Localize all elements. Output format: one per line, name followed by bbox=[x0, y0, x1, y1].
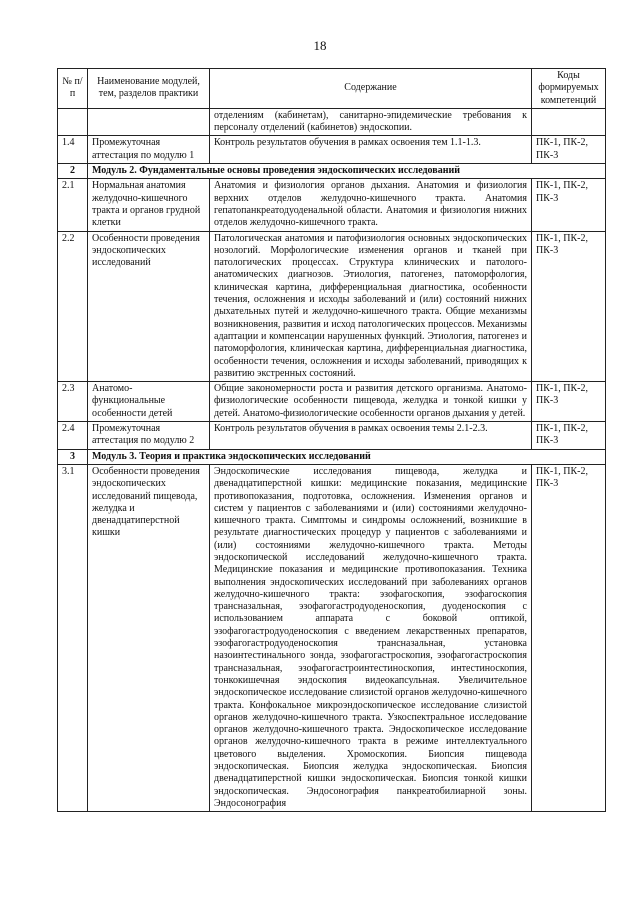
row-num: 2.3 bbox=[58, 382, 88, 422]
module-num: 2 bbox=[58, 164, 88, 179]
table-row bbox=[58, 231, 606, 382]
module-row bbox=[58, 449, 606, 464]
row-codes: ПК-1, ПК-2, ПК-3 bbox=[532, 382, 606, 422]
row-num: 3.1 bbox=[58, 464, 88, 811]
table-row bbox=[58, 108, 606, 136]
table-row bbox=[58, 464, 606, 811]
curriculum-table bbox=[57, 68, 606, 812]
row-codes: ПК-1, ПК-2, ПК-3 bbox=[532, 179, 606, 231]
module-num: 3 bbox=[58, 449, 88, 464]
row-num: 2.2 bbox=[58, 231, 88, 382]
row-codes: ПК-1, ПК-2, ПК-3 bbox=[532, 464, 606, 811]
row-num bbox=[58, 108, 88, 136]
row-content: Общие закономерности роста и развития детского организма. Анатомо-физиологические особенности пищевода, желудка и тонкой кишки у детей. Анатомо-физиологические особенности органов дыхания у детей. bbox=[210, 382, 532, 422]
row-name: Промежуточная аттестация по модулю 1 bbox=[88, 136, 210, 164]
header-num: № п/п bbox=[58, 69, 88, 109]
row-codes: ПК-1, ПК-2, ПК-3 bbox=[532, 136, 606, 164]
row-content: Контроль результатов обучения в рамках освоения темы 2.1-2.3. bbox=[210, 422, 532, 450]
row-name: Анатомо-функциональные особенности детей bbox=[88, 382, 210, 422]
page-number: 18 bbox=[313, 38, 327, 53]
row-name: Особенности проведения эндоскопических исследований пищевода, желудка и двенадцатиперстной кишки bbox=[88, 464, 210, 811]
row-name: Особенности проведения эндоскопических исследований bbox=[88, 231, 210, 382]
module-title: Модуль 3. Теория и практика эндоскопических исследований bbox=[88, 449, 606, 464]
table-row bbox=[58, 179, 606, 231]
table-row bbox=[58, 136, 606, 164]
header-name: Наименование модулей, тем, разделов практики bbox=[88, 69, 210, 109]
row-name: Промежуточная аттестация по модулю 2 bbox=[88, 422, 210, 450]
row-content: Эндоскопические исследования пищевода, желудка и двенадцатиперстной кишки: медицинские показания, медицинские противопоказания, подготовка, осложнения. Изменения органов и систем у пациентов с заболеваниями и (или) состояниями желудочно-кишечного тракта. Симптомы и синдромы осложнений, возникшие в результате диагностических процедур у пациентов с заболеваниями и (или) состояниями желудочно-кишечного тракта. Методы эндоскопической исследований желудочно-кишечного тракта. Медицинские показания и медицинские противопоказания. Техника выполнения эндоскопических исследований при заболеваниях органов желудочно-кишечного тракта: эзофагоскопия, эзофагоскопия трансназальная, эзофагогастродуоденоскопия, дуоденоскопия с использованием аппарата с боковой оптикой, эзофагогастродуоденоскопия с введением лекарственных препаратов, эзофагогастродуоденоскопия трансназальная, установка назоинтестинального зонда, эзофагогастроскопия, эзофагогастроскопия трансназальная, эзофагогастроинтестиноскопия, интестиноскопия, тонкокишечная эндоскопия видеокапсульная. Увеличительное эндоскопическое исследование слизистой органов желудочно-кишечного тракта. Конфокальное микроэндоскопическое исследование слизистой органов желудочно-кишечного тракта. Узкоспектральное исследование органов желудочно-кишечного тракта. Эндоскопическое исследование органов желудочно-кишечного тракта в режиме интеллектуального цветового выделения. Хромоскопия. Биопсия пищевода эндоскопическая. Биопсия желудка эндоскопическая. Биопсия двенадцатиперстной кишки эндоскопическая. Биопсия тонкой кишки эндоскопическая. Эндосонография панкреатобилиарной зоны. Эндосонография bbox=[210, 464, 532, 811]
row-content: Патологическая анатомия и патофизиология основных эндоскопических нозологий. Морфологические изменения органов и тканей при патологических процессах. Структура клинических и патолого-анатомических диагнозов. Этиология, патогенез, патоморфология, клиническая картина, дифференциальная диагностика, особенности течения, осложнения и исходы заболеваний и (или) состояний нижних дыхательных путей и желудочно-кишечного тракта. Общие механизмы возникновения, развития и исход патологических процессов. Механизмы адаптации и компенсации нарушенных функций. Этиология, патогенез и патоморфология, клиническая картина, дифференциальная диагностика, особенности течения, осложнения и исходы заболеваний, приводящих к развитию экстренных состояний. bbox=[210, 231, 532, 382]
row-name: Нормальная анатомия желудочно-кишечного тракта и органов грудной клетки bbox=[88, 179, 210, 231]
row-num: 1.4 bbox=[58, 136, 88, 164]
table-header-row bbox=[58, 69, 606, 109]
module-row bbox=[58, 164, 606, 179]
row-codes: ПК-1, ПК-2, ПК-3 bbox=[532, 422, 606, 450]
module-title: Модуль 2. Фундаментальные основы проведения эндоскопических исследований bbox=[88, 164, 606, 179]
row-codes: ПК-1, ПК-2, ПК-3 bbox=[532, 231, 606, 382]
row-num: 2.4 bbox=[58, 422, 88, 450]
row-content: Контроль результатов обучения в рамках освоения тем 1.1-1.3. bbox=[210, 136, 532, 164]
table-row bbox=[58, 382, 606, 422]
table-row bbox=[58, 422, 606, 450]
row-num: 2.1 bbox=[58, 179, 88, 231]
row-codes bbox=[532, 108, 606, 136]
row-name bbox=[88, 108, 210, 136]
header-codes: Коды формируемых компетенций bbox=[532, 69, 606, 109]
header-content: Содержание bbox=[210, 69, 532, 109]
row-content: отделениям (кабинетам), санитарно-эпидемические требования к персоналу отделений (кабинетов) эндоскопии. bbox=[210, 108, 532, 136]
row-content: Анатомия и физиология органов дыхания. Анатомия и физиология верхних отделов желудочно-кишечного тракта. Анатомия гепатопанкреатодуоденальной области. Анатомия и физиология нижних отделов желудочно-кишечного тракта. bbox=[210, 179, 532, 231]
